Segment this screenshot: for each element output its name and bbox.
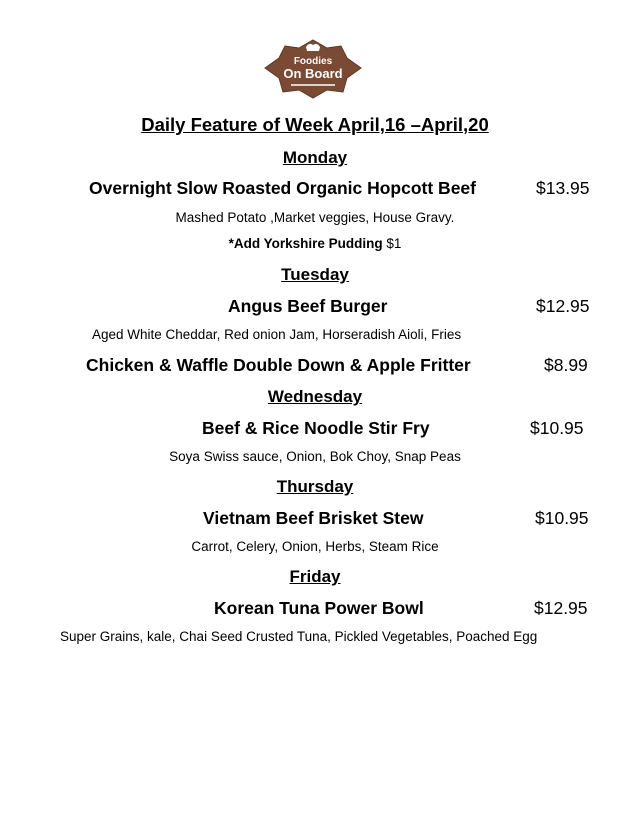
dish-tuesday-2: Chicken & Waffle Double Down & Apple Fritter	[86, 355, 471, 375]
addon-price: $1	[382, 236, 402, 251]
day-heading-wednesday: Wednesday	[267, 387, 363, 406]
desc-monday: Mashed Potato ,Market veggies, House Gravy.	[175, 210, 455, 225]
logo-line1: Foodies	[293, 56, 333, 67]
desc-wednesday: Soya Swiss sauce, Onion, Bok Choy, Snap Peas	[169, 449, 461, 464]
price-thursday: $10.95	[535, 508, 589, 528]
dish-monday: Overnight Slow Roasted Organic Hopcott Beef	[89, 178, 476, 198]
price-friday: $12.95	[534, 598, 588, 618]
addon-monday	[0, 236, 630, 251]
price-tuesday-1: $12.95	[536, 296, 590, 316]
day-heading-thursday: Thursday	[276, 477, 354, 496]
desc-friday: Super Grains, kale, Chai Seed Crusted Tuna, Pickled Vegetables, Poached Egg	[60, 629, 538, 644]
price-wednesday: $10.95	[530, 418, 584, 438]
dish-friday: Korean Tuna Power Bowl	[214, 598, 424, 618]
dish-wednesday: Beef & Rice Noodle Stir Fry	[202, 418, 430, 438]
foodies-on-board-logo	[263, 38, 363, 100]
logo-line2: On Board	[283, 66, 343, 81]
price-monday: $13.95	[536, 178, 590, 198]
day-heading-friday: Friday	[289, 567, 341, 586]
dish-tuesday-1: Angus Beef Burger	[228, 296, 388, 316]
day-heading-monday: Monday	[282, 148, 348, 167]
desc-thursday: Carrot, Celery, Onion, Herbs, Steam Rice	[191, 539, 439, 554]
day-heading-tuesday: Tuesday	[281, 265, 349, 284]
menu-title: Daily Feature of Week April,16 –April,20	[141, 114, 489, 135]
addon-label: *Add Yorkshire Pudding	[228, 236, 383, 251]
price-tuesday-2: $8.99	[544, 355, 588, 375]
dish-thursday: Vietnam Beef Brisket Stew	[203, 508, 424, 528]
desc-tuesday-1: Aged White Cheddar, Red onion Jam, Horseradish Aioli, Fries	[92, 327, 462, 342]
